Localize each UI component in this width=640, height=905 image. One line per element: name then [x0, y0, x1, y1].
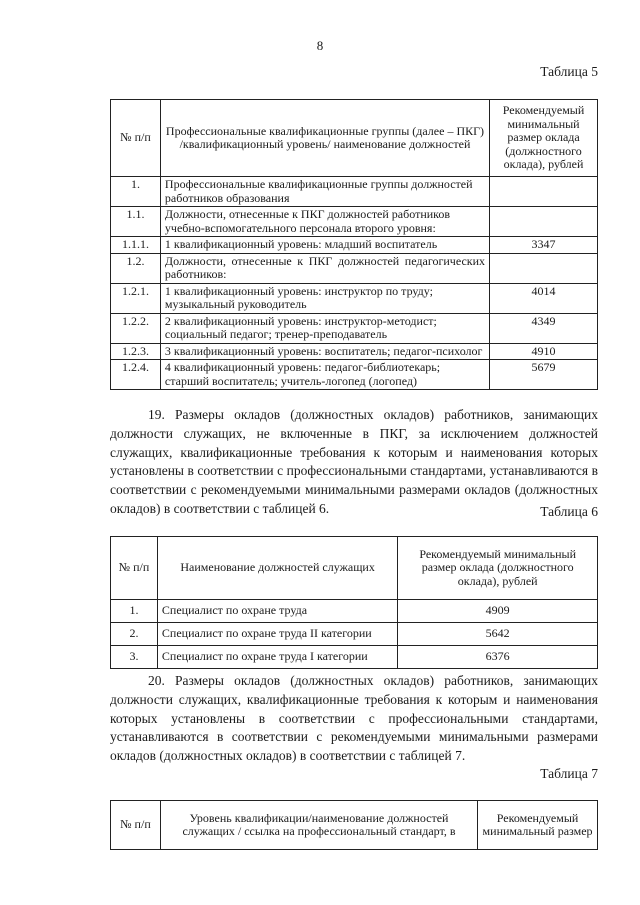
row-value [490, 207, 598, 237]
row-num: 1.2.2. [111, 313, 161, 343]
row-value: 5679 [490, 360, 598, 390]
row-num: 1. [111, 600, 158, 623]
table5-header-name: Профессиональные квалификационные группы (далее – ПКГ) /квалификационный уровень/ наименование должностей [160, 100, 489, 177]
table-row [111, 207, 598, 237]
row-name: Профессиональные квалификационные группы должностей работников образования [160, 177, 489, 207]
table7-header-row [111, 801, 598, 850]
table5-header-value: Рекомендуемый минимальный размер оклада (должностного оклада), рублей [490, 100, 598, 177]
table6-header-num: № п/п [111, 537, 158, 600]
row-value: 4909 [398, 600, 598, 623]
row-name: Специалист по охране труда II категории [157, 623, 397, 646]
row-name: 2 квалификационный уровень: инструктор-методист; социальный педагог; тренер-преподаватель [160, 313, 489, 343]
paragraph-20: 20. Размеры окладов (должностных окладов) работников, занимающих должности служащих, квалификационные требования к которым и наименования которых установлены в соответствии с профессиональными стандартами, устанавливаются в соответствии с рекомендуемыми минимальными размерами окладов (должностных окладов) в соответствии с таблицей 7. [110, 673, 598, 764]
table6-caption: Таблица 6 [540, 504, 598, 519]
table-row [111, 283, 598, 313]
row-num: 3. [111, 646, 158, 669]
paragraph-19: 19. Размеры окладов (должностных окладов) работников, занимающих должности служащих, не включенные в ПКГ, за исключением должностей служащих, квалификационные требования к которым и наименования которых установлены в соответствии с профессиональными стандартами, устанавливаются в соответствии с рекомендуемыми минимальными размерами окладов (должностных окладов) в соответствии с таблицей 6. [110, 407, 598, 516]
row-value: 5642 [398, 623, 598, 646]
table7-header-value: Рекомендуемый минимальный размер [478, 801, 598, 850]
row-name: 1 квалификационный уровень: младший воспитатель [160, 237, 489, 254]
row-name: Должности, отнесенные к ПКГ должностей работников учебно-вспомогательного персонала второго уровня: [160, 207, 489, 237]
row-name: 3 квалификационный уровень: воспитатель; педагог-психолог [160, 343, 489, 360]
row-num: 2. [111, 623, 158, 646]
table-row [111, 177, 598, 207]
row-num: 1.2.4. [111, 360, 161, 390]
table5-header-row [111, 100, 598, 177]
table-row [111, 600, 598, 623]
row-num: 1.1.1. [111, 237, 161, 254]
row-num: 1. [111, 177, 161, 207]
table5-header-num: № п/п [111, 100, 161, 177]
row-value [490, 177, 598, 207]
table5 [110, 99, 598, 390]
row-value: 6376 [398, 646, 598, 669]
page-number: 8 [316, 38, 324, 53]
row-value: 4349 [490, 313, 598, 343]
row-value: 3347 [490, 237, 598, 254]
row-num: 1.2.1. [111, 283, 161, 313]
table6-header-value: Рекомендуемый минимальный размер оклада (должностного оклада), рублей [398, 537, 598, 600]
table-row [111, 646, 598, 669]
row-num: 1.2.3. [111, 343, 161, 360]
table-row [111, 313, 598, 343]
table5-caption: Таблица 5 [540, 64, 598, 79]
table7 [110, 800, 598, 850]
table7-header-num: № п/п [111, 801, 161, 850]
table-row [111, 237, 598, 254]
table-row [111, 623, 598, 646]
row-num: 1.1. [111, 207, 161, 237]
table7-header-name: Уровень квалификации/наименование должностей служащих / ссылка на профессиональный стандарт, в [160, 801, 477, 850]
row-value: 4910 [490, 343, 598, 360]
row-name: 1 квалификационный уровень: инструктор по труду; музыкальный руководитель [160, 283, 489, 313]
row-name: 4 квалификационный уровень: педагог-библиотекарь; старший воспитатель; учитель-логопед (логопед) [160, 360, 489, 390]
row-name: Специалист по охране труда I категории [157, 646, 397, 669]
table7-caption: Таблица 7 [540, 766, 598, 781]
row-name: Должности, отнесенные к ПКГ должностей педагогических работников: [160, 253, 489, 283]
table-row [111, 360, 598, 390]
row-value: 4014 [490, 283, 598, 313]
table6 [110, 536, 598, 669]
table-row [111, 343, 598, 360]
table6-header-name: Наименование должностей служащих [157, 537, 397, 600]
table6-header-row [111, 537, 598, 600]
row-value [490, 253, 598, 283]
row-num: 1.2. [111, 253, 161, 283]
row-name: Специалист по охране труда [157, 600, 397, 623]
table-row [111, 253, 598, 283]
